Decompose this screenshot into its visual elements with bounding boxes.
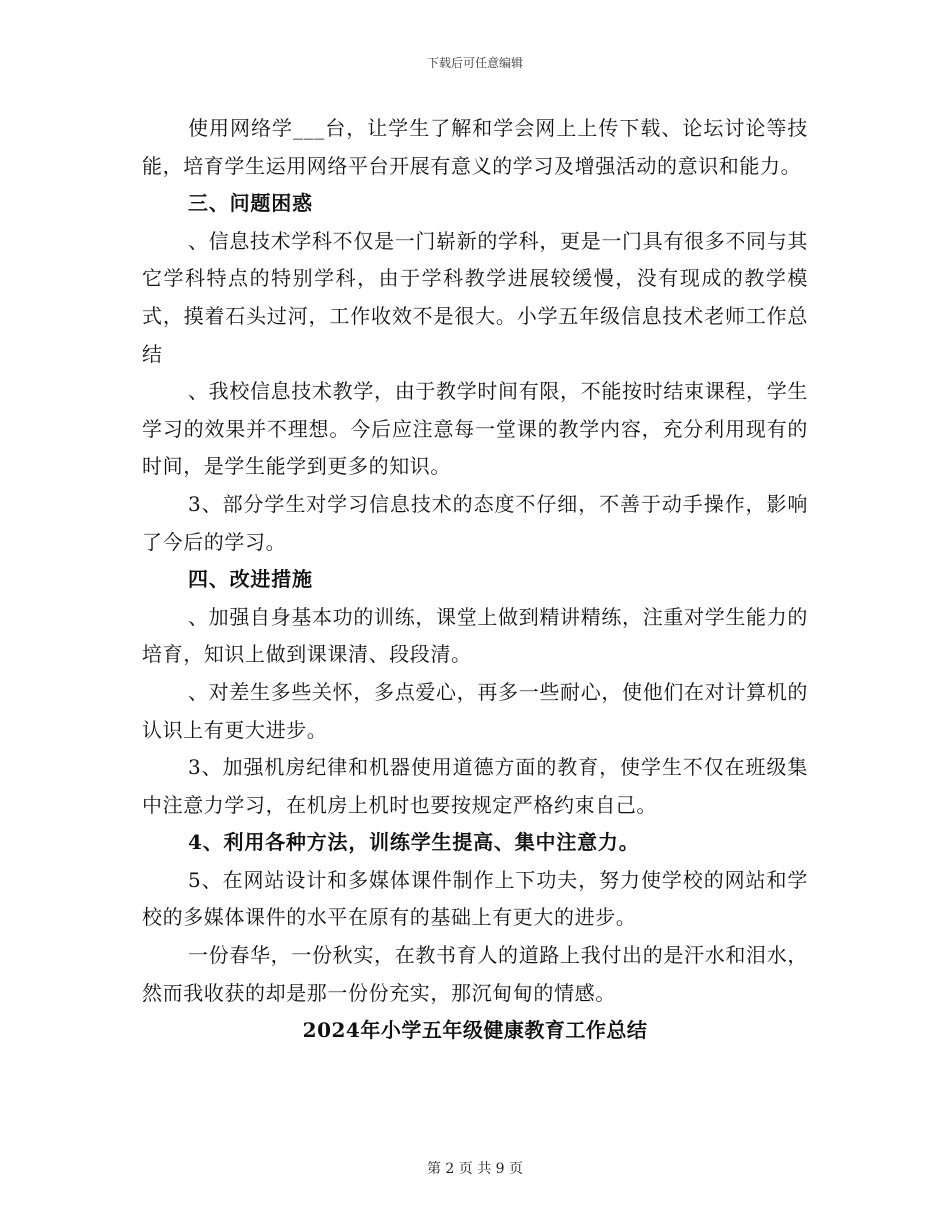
paragraph-improvement-1: 、加强自身基本功的训练，课堂上做到精讲精练，注重对学生能力的培育，知识上做到课课清、段段清。	[142, 604, 808, 667]
paragraph-improvement-5: 5、在网站设计和多媒体课件制作上下功夫，努力使学校的网站和学校的多媒体课件的水平在原有的基础上有更大的进步。	[142, 867, 808, 930]
document-body	[142, 110, 808, 1050]
paragraph-problem-2: 、我校信息技术教学，由于教学时间有限，不能按时结束课程，学生学习的效果并不理想。今后应注意每一堂课的教学内容，充分利用现有的时间，是学生能学到更多的知识。	[142, 379, 808, 479]
paragraph-problem-1: 、信息技术学科不仅是一门崭新的学科，更是一门具有很多不同与其它学科特点的特别学科，由于学科教学进展较缓慢，没有现成的教学模式，摸着石头过河，工作收效不是很大。小学五年级信息技术老师工作总结	[142, 228, 808, 366]
paragraph-improvement-4: 4、利用各种方法，训练学生提高、集中注意力。	[188, 830, 640, 855]
page-footer: 第 2 页 共 9 页	[426, 1161, 524, 1177]
paragraph-network-platform: 使用网络学___台，让学生了解和学会网上上传下载、论坛讨论等技能，培育学生运用网络平台开展有意义的学习及增强活动的意识和能力。	[142, 116, 808, 178]
page-header: 下载后可任意编辑	[426, 56, 523, 70]
section-heading-problems: 三、问题困惑	[188, 191, 313, 216]
paragraph-closing: 一份春华，一份秋实，在教书育人的道路上我付出的是汗水和泪水，然而我收获的却是那一份份充实，那沉甸甸的情感。	[142, 943, 808, 1005]
paragraph-improvement-3: 3、加强机房纪律和机器使用道德方面的教育，使学生不仅在班级集中注意力学习，在机房上机时也要按规定严格约束自己。	[142, 755, 808, 817]
paragraph-improvement-2: 、对差生多些关怀，多点爱心，再多一些耐心，使他们在对计算机的认识上有更大进步。	[142, 679, 808, 742]
section-heading-improvements: 四、改进措施	[188, 567, 313, 592]
next-document-title: 2024年小学五年级健康教育工作总结	[302, 1018, 648, 1043]
paragraph-problem-3: 3、部分学生对学习信息技术的态度不仔细，不善于动手操作，影响了今后的学习。	[142, 491, 808, 554]
